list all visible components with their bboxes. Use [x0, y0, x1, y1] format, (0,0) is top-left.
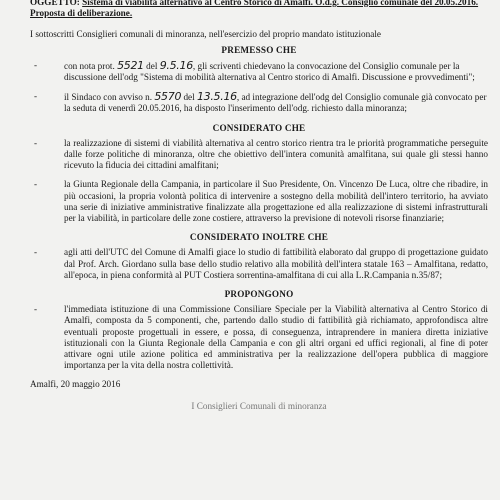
handwritten-date: 9.5.16: [159, 58, 193, 72]
heading-premesso: PREMESSO CHE: [221, 44, 297, 55]
item-text: la realizzazione di sistemi di viabilità alternativa al centro storico rientra tra le priorità programmatiche perseguite dalle forze politiche di minoranza, oltre che obiettivo dell'intera comunità amalfitana, sui quale gli stessi hanno ricevuto la fiducia dei cittadini amalfitani;: [64, 137, 488, 171]
item-text: , gli scriventi chiedevano la convocazione del Consiglio comunale per la discussione dell'odg "Sistema di mobilità alternativa al Centro storico di Amalfi. Discussione e provvedimenti";: [64, 60, 475, 83]
handwritten-prot-number: 5521: [117, 58, 144, 72]
heading-considerato: CONSIDERATO CHE: [212, 122, 306, 133]
document-body: [30, 0, 488, 412]
handwritten-date: 13.5.16: [196, 90, 237, 104]
subject-text: Sistema di viabilità alternativo al Centro Storico di Amalfi. O.d.g. Consiglio comunale del 20.05.2016. Proposta di deliberazione.: [30, 0, 479, 19]
list-item: [30, 304, 488, 371]
item-text: la Giunta Regionale della Campania, in particolare il Suo Presidente, On. Vincenzo De Luca, oltre che ribadire, in più occasioni, la propria volontà politica di intervenire a sostegno della mobilità dell'intero territorio, ha avviato una serie di iniziative amministrative finalizzate alla progettazione ed alla realizzazione di sistemi infrastrutturali per la viabilità, in particolare delle zone costiere, attraverso la previsione di notevoli risorse finanziarie;: [64, 179, 488, 224]
subject-label: OGGETTO:: [30, 0, 80, 7]
item-text: il Sindaco con avviso n.: [64, 92, 153, 103]
bullet: -: [34, 137, 38, 148]
item-text: con nota prot.: [64, 60, 115, 71]
date-line: Amalfi, 20 maggio 2016: [30, 379, 121, 390]
bullet: -: [34, 247, 38, 258]
subject-line: [30, 0, 488, 19]
intro-paragraph: I sottoscritti Consiglieri comunali di minoranza, nell'esercizio del proprio mandato istituzionale: [30, 29, 381, 40]
bullet: -: [34, 59, 38, 70]
item-text: , ad integrazione dell'odg del Consiglio comunale già convocato per la seduta di venerdì 20.05.2016, ha disposto l'inserimento dell'odg. richiesto dalla minoranza;: [64, 92, 487, 114]
item-text: agli atti dell'UTC del Comune di Amalfi giace lo studio di fattibilità elaborato dal gruppo di progettazione guidato dal Prof. Arch. Giordano sulla base dello studio relativo alla mobilità dell'intera statale 163 – Amalfitana, redatto, all'epoca, in piena conformità al PUT Costiera sorrentina-amalfitana di cui alla L.R.Campania n.35/87;: [64, 247, 488, 280]
list-item: [30, 60, 488, 83]
list-item: [30, 138, 488, 172]
item-text: l'immediata istituzione di una Commissione Consiliare Speciale per la Viabilità alternativa al Centro Storico di Amalfi, composta da 5 componenti, che, partendo dallo studio di fattibilità già richiamato, approfondisca altre eventuali proposte progettuali in essere, e possa, di conseguenza, intraprendere in maniera diretta iniziative istituzionali con la Giunta Regionale della Campania e con gli altri organi ed uffici regionali, al fine di poter attivare ogni utile azione politica ed amministrativa per la realizzazione dell'opera pubblica di maggiore importanza per la vita della nostra collettività.: [64, 304, 488, 371]
list-item: [30, 247, 488, 281]
bullet: -: [34, 91, 38, 102]
signers-line: I Consiglieri Comunali di minoranza: [191, 400, 327, 411]
handwritten-notice-number: 5570: [154, 90, 182, 104]
heading-propongono: PROPONGONO: [224, 289, 294, 300]
bullet: -: [34, 179, 38, 190]
list-item: [30, 91, 488, 114]
item-text: del: [146, 60, 158, 71]
heading-considerato-inoltre: CONSIDERATO INOLTRE CHE: [189, 232, 329, 243]
bullet: -: [34, 304, 38, 315]
item-text: del: [183, 92, 195, 103]
list-item: [30, 179, 488, 224]
